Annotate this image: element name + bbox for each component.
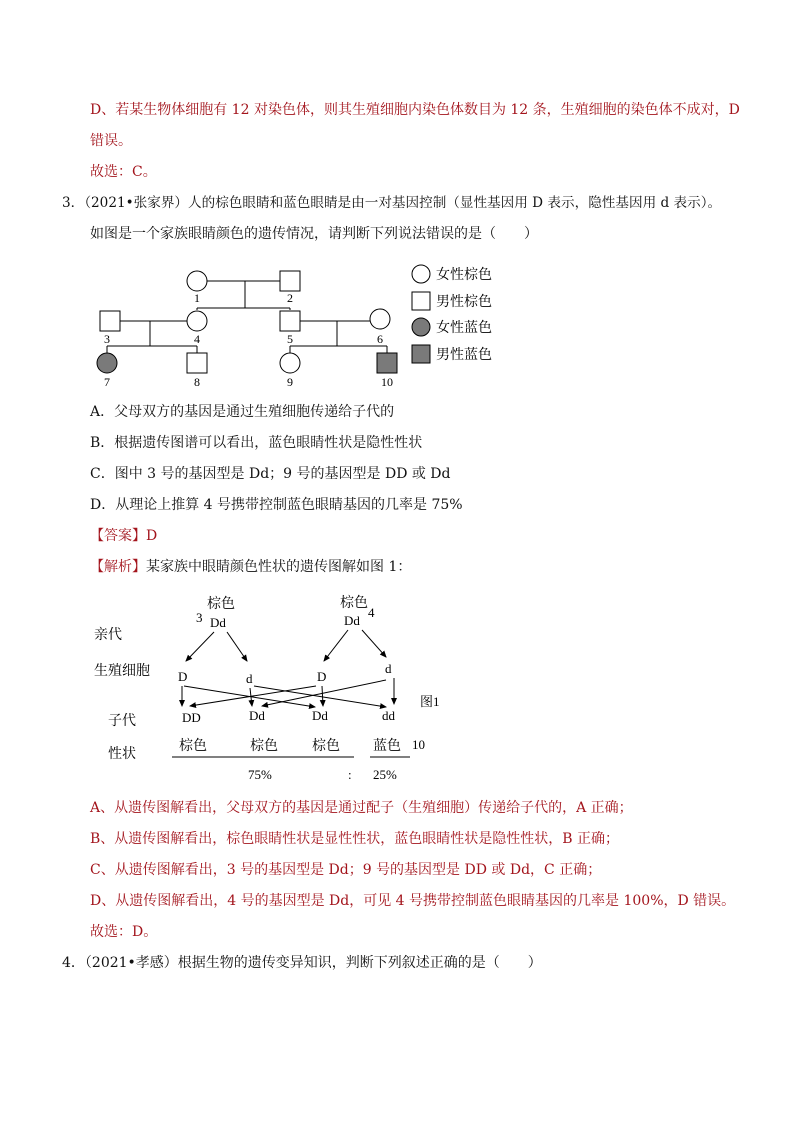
gamete-4: d	[385, 661, 392, 676]
q3-option-d: D．从理论上推算 4 号携带控制蓝色眼睛基因的几率是 75%	[90, 497, 463, 513]
row-label-offspring: 子代	[108, 714, 136, 729]
explanation-b: B、从遗传图解看出，棕色眼睛性状是显性性状，蓝色眼睛性状是隐性性状，B 正确；	[90, 831, 620, 847]
genetic-cross-diagram	[90, 590, 450, 790]
legend-male-brown-icon	[412, 292, 430, 310]
row-label-parents: 亲代	[94, 628, 122, 643]
trait-1: 棕色	[179, 739, 207, 754]
q3-option-b: B．根据遗传图谱可以看出，蓝色眼睛性状是隐性性状	[90, 435, 423, 451]
pedigree-label-3: 3	[104, 332, 110, 346]
ratio-right: 25%	[373, 767, 397, 782]
offspring-2: Dd	[249, 708, 265, 723]
prev-option-d-line1: D、若某生物体细胞有 12 对染色体，则其生殖细胞内染色体数目为 12 条，生殖细胞的染色体不成对，D	[90, 102, 740, 118]
pedigree-5-male-brown	[280, 311, 300, 331]
q3-option-c: C．图中 3 号的基因型是 Dd；9 号的基因型是 DD 或 Dd	[90, 466, 451, 482]
parent-right-trait: 棕色	[340, 596, 368, 611]
gamete-2: d	[246, 671, 253, 686]
q3-option-a: A．父母双方的基因是通过生殖细胞传递给子代的	[90, 404, 395, 420]
q4-stem: 4．（2021•孝感）根据生物的遗传变异知识，判断下列叙述正确的是（ ）	[62, 955, 542, 971]
pedigree-9-female-brown	[280, 353, 300, 373]
row-label-traits: 性状	[108, 747, 136, 762]
legend-male-blue-icon	[412, 345, 430, 363]
parent-left-no: 3	[196, 610, 203, 625]
pedigree-3-male-brown	[100, 311, 120, 331]
parent-left-genotype: Dd	[210, 615, 226, 630]
pedigree-2-male-brown	[280, 271, 300, 291]
gamete-3: D	[317, 669, 327, 684]
q3-answer	[90, 526, 157, 546]
row-label-gametes: 生殖细胞	[94, 664, 150, 679]
legend-female-blue-icon	[412, 318, 430, 336]
pedigree-7-female-blue	[97, 353, 117, 373]
explanation-a: A、从遗传图解看出，父母双方的基因是通过配子（生殖细胞）传递给子代的，A 正确；	[90, 800, 633, 816]
prev-option-d-line2: 错误。	[90, 133, 132, 149]
pedigree-1-female-brown	[187, 271, 207, 291]
analysis-text: 某家族中眼睛颜色性状的遗传图解如图 1：	[146, 559, 412, 575]
legend-male-brown: 男性棕色	[436, 295, 492, 310]
legend-female-brown-icon	[412, 265, 430, 283]
pedigree-label-10: 10	[381, 375, 393, 389]
answer-tag: 【答案】	[90, 528, 146, 544]
legend-male-blue: 男性蓝色	[436, 348, 492, 363]
trait-4: 蓝色	[373, 739, 401, 754]
pedigree-label-1: 1	[194, 291, 200, 305]
q3-choice: 故选：D。	[90, 924, 158, 940]
parent-right-genotype: Dd	[344, 613, 360, 628]
prev-choice: 故选：C。	[90, 164, 157, 180]
explanation-c: C、从遗传图解看出，3 号的基因型是 Dd；9 号的基因型是 DD 或 Dd，C 正确；	[90, 862, 602, 878]
pedigree-label-4: 4	[194, 332, 200, 346]
offspring-4: dd	[382, 708, 395, 723]
trait-3: 棕色	[312, 739, 340, 754]
pedigree-label-7: 7	[104, 375, 110, 389]
legend-female-blue: 女性蓝色	[436, 321, 492, 336]
legend-female-brown: 女性棕色	[436, 268, 492, 283]
pedigree-label-8: 8	[194, 375, 200, 389]
pedigree-8-male-brown	[187, 353, 207, 373]
analysis-tag: 【解析】	[90, 559, 146, 575]
figure-label: 图1	[420, 694, 440, 709]
trait-no: 10	[412, 737, 425, 752]
parent-left-trait: 棕色	[207, 597, 235, 612]
explanation-d: D、从遗传图解看出，4 号的基因型是 Dd，可见 4 号携带控制蓝色眼睛基因的几率是 100%，D 错误。	[90, 893, 736, 909]
pedigree-label-9: 9	[287, 375, 293, 389]
parent-right-no: 4	[368, 605, 375, 620]
offspring-3: Dd	[312, 708, 328, 723]
pedigree-label-5: 5	[287, 332, 293, 346]
q3-analysis	[90, 557, 411, 577]
q3-stem-line2: 如图是一个家族眼睛颜色的遗传情况，请判断下列说法错误的是（ ）	[90, 226, 538, 242]
pedigree-chart	[90, 262, 510, 392]
pedigree-6-female-brown	[370, 309, 390, 329]
ratio-left: 75%	[248, 767, 272, 782]
ratio-separator: :	[348, 767, 352, 782]
answer-value: D	[146, 528, 158, 544]
pedigree-label-2: 2	[287, 291, 293, 305]
q3-stem-line1: 3．（2021•张家界）人的棕色眼睛和蓝色眼睛是由一对基因控制（显性基因用 D 表示，隐性基因用 d 表示）。	[62, 195, 722, 211]
trait-2: 棕色	[250, 739, 278, 754]
offspring-1: DD	[182, 710, 201, 725]
pedigree-4-female-brown	[187, 311, 207, 331]
pedigree-label-6: 6	[377, 332, 383, 346]
gamete-1: D	[178, 669, 188, 684]
pedigree-10-male-blue	[377, 353, 397, 373]
